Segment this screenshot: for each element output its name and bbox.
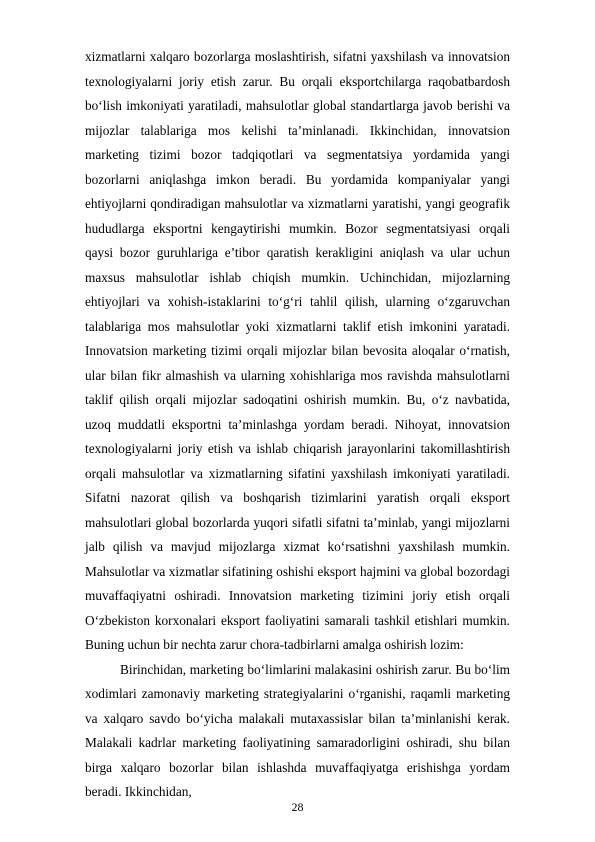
body-paragraph: xizmatlarni xalqaro bozorlarga moslashtirish, sifatni yaxshilash va innovatsion texnologiyalarni joriy etish zarur. Bu orqali eksportchilarga raqobatbardosh bo‘lish imkoniyati yaratiladi, mahsulotlar global standartlarga javob berishi va mijozlar talablariga mos kelishi ta’minlanadi. Ikkinchidan, innovatsion marketing tizimi bozor tadqiqotlari va segmentatsiya yordamida yangi bozorlarni aniqlashga imkon beradi. Bu yordamida kompaniyalar yangi ehtiyojlarni qondiradigan mahsulotlar va xizmatlarni yaratishi, yangi geografik hududlarga eksportni kengaytirishi mumkin. Bozor segmentatsiyasi orqali qaysi bozor guruhlariga e’tibor qaratish kerakligini aniqlash va ular uchun maxsus mahsulotlar ishlab chiqish mumkin. Uchinchidan, mijozlarning ehtiyojlari va xohish-istaklarini to‘g‘ri tahlil qilish, ularning o‘zgaruvchan talablariga mos mahsulotlar yoki xizmatlarni taklif etish imkonini yaratadi. Innovatsion marketing tizimi orqali mijozlar bilan bevosita aloqalar o‘rnatish, ular bilan fikr almashish va ularning xohishlariga mos ravishda mahsulotlarni taklif qilish orqali mijozlar sadoqatini oshirish mumkin. Bu, o‘z navbatida, uzoq muddatli eksportni ta’minlashga yordam beradi. Nihoyat, innovatsion texnologiyalarni joriy etish va ishlab chiqarish jarayonlarini takomillashtirish orqali mahsulotlar va xizmatlarning sifatini yaxshilash imkoniyati yaratiladi. Sifatni nazorat qilish va boshqarish tizimlarini yaratish orqali eksport mahsulotlari global bozorlarda yuqori sifatli sifatni ta’minlab, yangi mijozlarni jalb qilish va mavjud mijozlarga xizmat ko‘rsatishni yaxshilash mumkin. Mahsulotlar va xizmatlar sifatining oshishi eksport hajmini va global bozordagi muvaffaqiyatni oshiradi. Innovatsion marketing tizimini joriy etish orqali O‘zbekiston korxonalari eksport faoliyatini samarali tashkil etishlari mumkin. Buning uchun bir nechta zarur chora-tadbirlarni amalga oshirish lozim: <box>85 49 510 652</box>
page-body <box>85 45 510 805</box>
page-number: 28 <box>291 800 304 814</box>
body-paragraph: Birinchidan, marketing bo‘limlarini malakasini oshirish zarur. Bu bo‘lim xodimlari zamonaviy marketing strategiyalarini o‘rganishi, raqamli marketing va xalqaro savdo bo‘yicha malakali mutaxassislar bilan ta’minlanishi kerak. Malakali kadrlar marketing faoliyatining samaradorligini oshiradi, shu bilan birga xalqaro bozorlar bilan ishlashda muvaffaqiyatga erishishga yordam beradi. Ikkinchidan, <box>85 661 510 799</box>
